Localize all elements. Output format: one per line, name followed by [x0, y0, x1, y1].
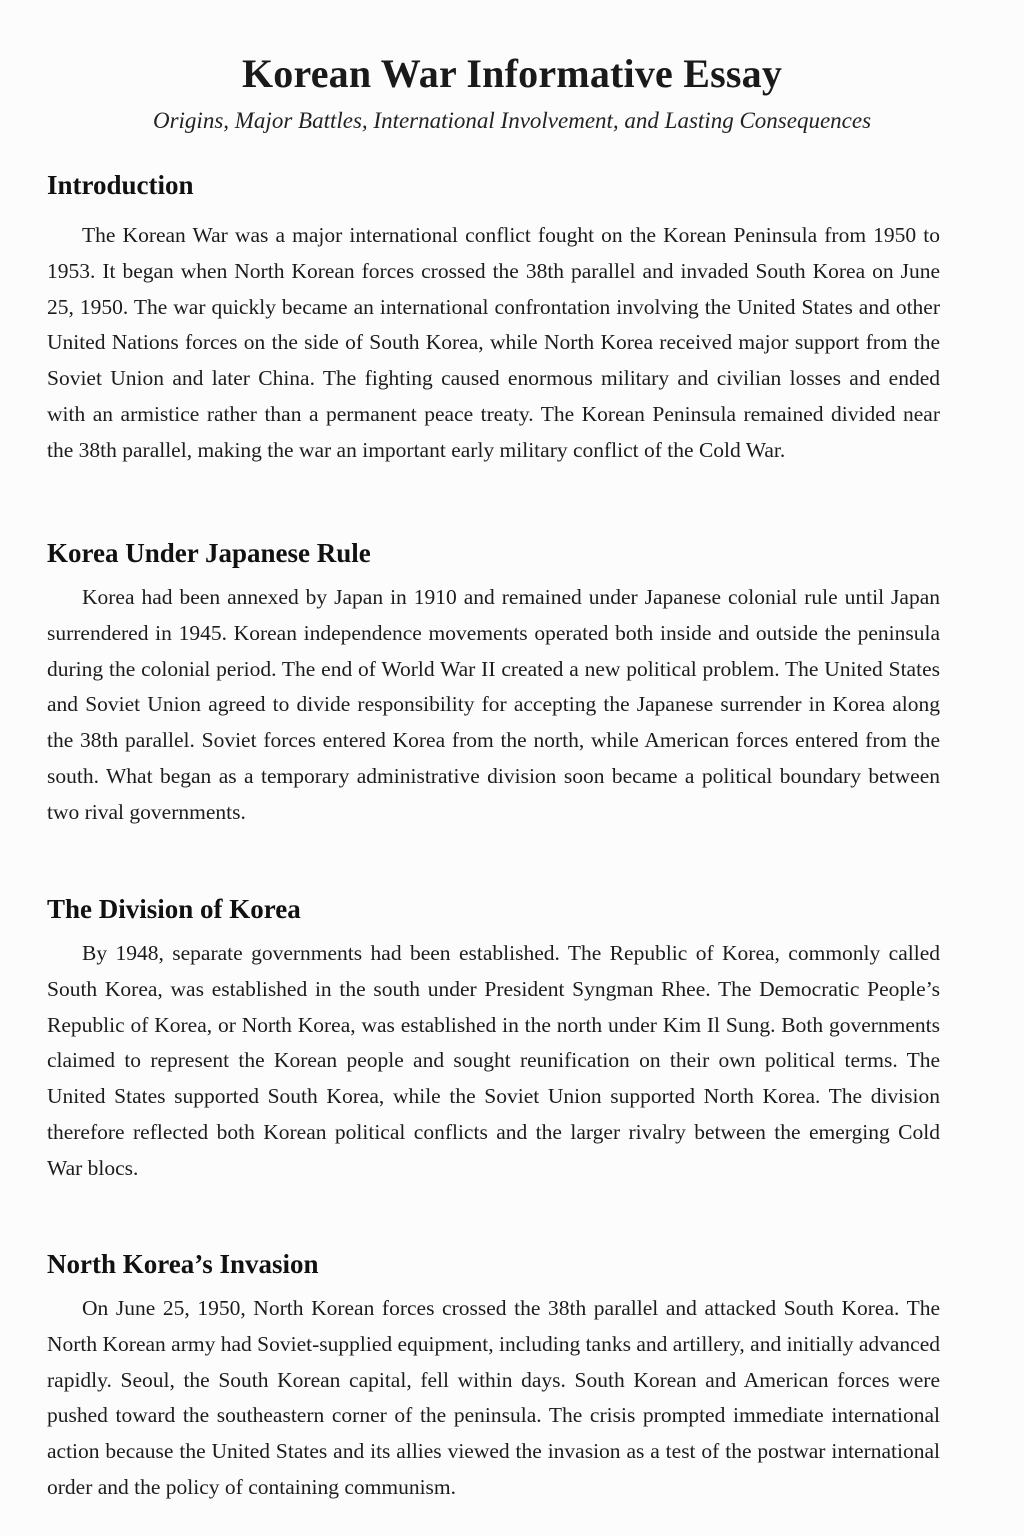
- section-paragraph: By 1948, separate governments had been established. The Republic of Korea, commonly called South Korea, was established in the south under President Syngman Rhee. The Democratic People’s Republic of Korea, or North Korea, was established in the north under Kim Il Sung. Both governments claimed to represent the Korean people and sought reunification on their own political terms. The United States supported South Korea, while the Soviet Union supported North Korea. The division therefore reflected both Korean political conflicts and the larger rivalry between the emerging Cold War blocs.: [47, 941, 940, 1180]
- section-heading: Korea Under Japanese Rule: [47, 538, 371, 568]
- section-introduction: [47, 168, 940, 469]
- section-north-korea-invasion: [47, 1247, 940, 1506]
- section-heading: The Division of Korea: [47, 894, 301, 924]
- section-heading: North Korea’s Invasion: [47, 1249, 319, 1279]
- section-paragraph: On June 25, 1950, North Korean forces crossed the 38th parallel and attacked South Korea. The North Korean army had Soviet-supplied equipment, including tanks and artillery, and initially advanced rapidly. Seoul, the South Korean capital, fell within days. South Korean and American forces were pushed toward the southeastern corner of the peninsula. The crisis prompted immediate international action because the United States and its allies viewed the invasion as a test of the postwar international order and the policy of containing communism.: [47, 1296, 941, 1499]
- essay-title: Korean War Informative Essay: [241, 51, 783, 96]
- section-paragraph: The Korean War was a major international conflict fought on the Korean Peninsula from 1950 to 1953. It began when North Korean forces crossed the 38th parallel and invaded South Korea on June 25, 1950. The war quickly became an international confrontation involving the United States and other United Nations forces on the side of South Korea, while North Korea received major support from the Soviet Union and later China. The fighting caused enormous military and civilian losses and ended with an armistice rather than a permanent peace treaty. The Korean Peninsula remained divided near the 38th parallel, making the war an important early military conflict of the Cold War.: [47, 223, 940, 462]
- section-heading: Introduction: [47, 170, 194, 200]
- essay-subtitle: Origins, Major Battles, International Involvement, and Lasting Consequences: [152, 108, 872, 133]
- section-paragraph: Korea had been annexed by Japan in 1910 and remained under Japanese colonial rule until Japan surrendered in 1945. Korean independence movements operated both inside and outside the peninsula during the colonial period. The end of World War II created a new political problem. The United States and Soviet Union agreed to divide responsibility for accepting the Japanese surrender in Korea along the 38th parallel. Soviet forces entered Korea from the north, while American forces entered from the south. What began as a temporary administrative division soon became a political boundary between two rival governments.: [47, 585, 940, 824]
- section-japanese-rule: [47, 536, 940, 831]
- section-division-of-korea: [47, 892, 940, 1187]
